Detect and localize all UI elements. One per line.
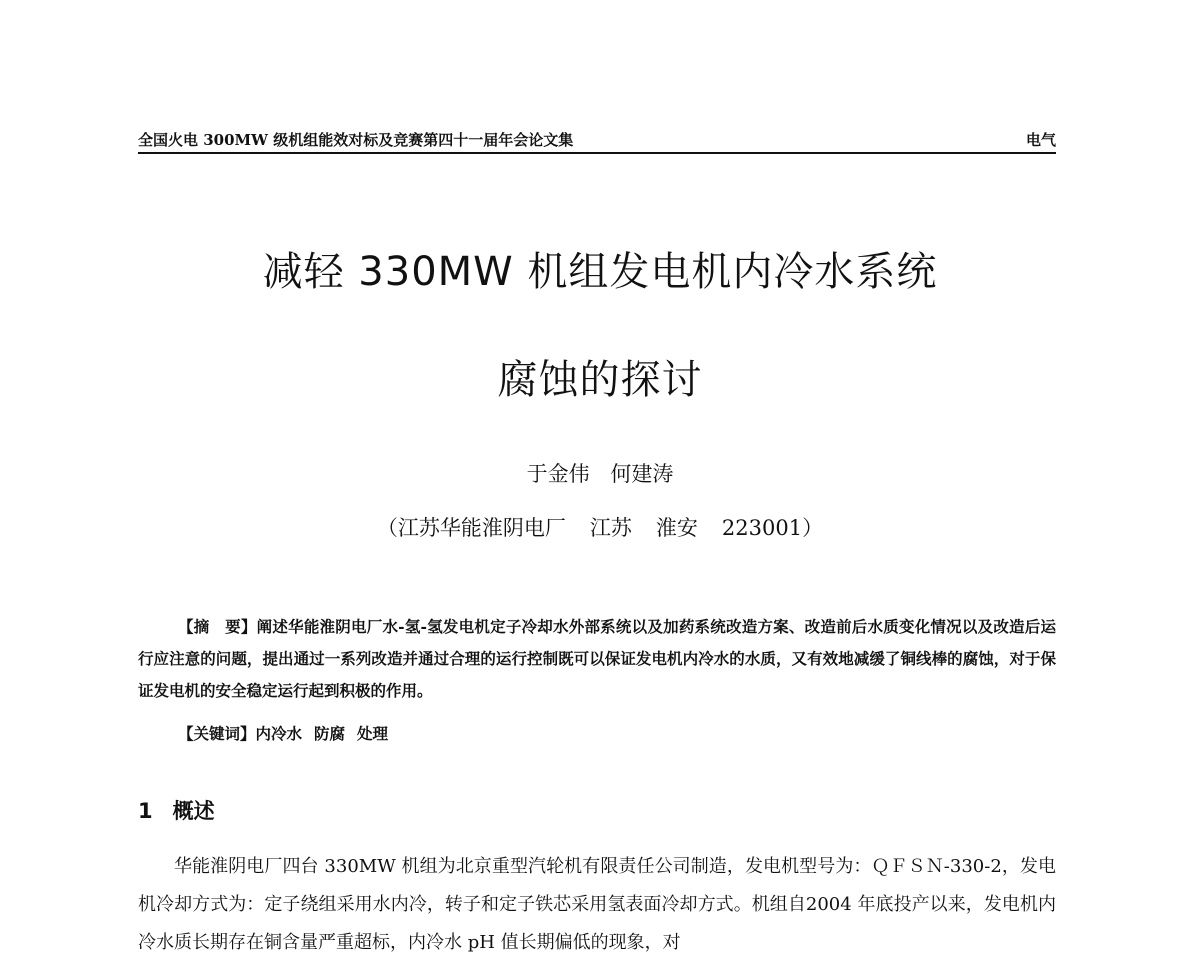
abstract-text: 阐述华能淮阴电厂水-氢-氢发电机定子冷却水外部系统以及加药系统改造方案、改造前后水质变化情况以及改造后运行应注意的问题，提出通过一系列改造并通过合理的运行控制既可以保证发电机内冷水的水质，又有效地减缓了铜线棒的腐蚀，对于保证发电机的安全稳定运行起到积极的作用。 bbox=[138, 617, 1056, 700]
affiliation-close-paren: ） bbox=[802, 516, 824, 540]
affiliation-postcode: 223001 bbox=[721, 516, 803, 540]
keyword: 处理 bbox=[357, 724, 389, 743]
authors: 于金伟 何建涛 bbox=[526, 462, 674, 486]
abstract bbox=[138, 611, 1056, 707]
keyword: 内冷水 bbox=[255, 724, 303, 743]
affiliation-province: 江苏 bbox=[589, 516, 632, 540]
section-number: 1 bbox=[138, 799, 153, 823]
running-header bbox=[138, 128, 1056, 154]
abstract-label: 【摘 要】 bbox=[178, 617, 257, 636]
keywords-label: 【关键词】 bbox=[178, 724, 256, 743]
paper-title-line-1: 减轻 330MW 机组发电机内冷水系统 bbox=[262, 249, 938, 295]
paper-title-line-2: 腐蚀的探讨 bbox=[497, 357, 703, 403]
section-title: 概述 bbox=[172, 799, 215, 823]
affiliation bbox=[0, 512, 1200, 542]
header-category: 电气 bbox=[1025, 131, 1056, 149]
section-heading bbox=[138, 795, 215, 825]
header-proceedings-title: 全国火电 300MW 级机组能效对标及竞赛第四十一届年会论文集 bbox=[138, 131, 574, 149]
affiliation-org: 江苏华能淮阴电厂 bbox=[397, 516, 566, 540]
keyword: 防腐 bbox=[314, 724, 346, 743]
body-paragraph: 华能淮阴电厂四台 330MW 机组为北京重型汽轮机有限责任公司制造，发电机型号为：ＱＦＳＮ-330-2，发电机冷却方式为：定子绕组采用水内冷，转子和定子铁芯采用氢表面冷却方式。机组自2004 年底投产以来，发电机内冷水质长期存在铜含量严重超标，内冷水 pH 值长期偏低的现象，对 bbox=[138, 856, 1056, 953]
affiliation-city: 淮安 bbox=[655, 516, 698, 540]
affiliation-open-paren: （ bbox=[376, 516, 398, 540]
keywords bbox=[178, 722, 400, 744]
